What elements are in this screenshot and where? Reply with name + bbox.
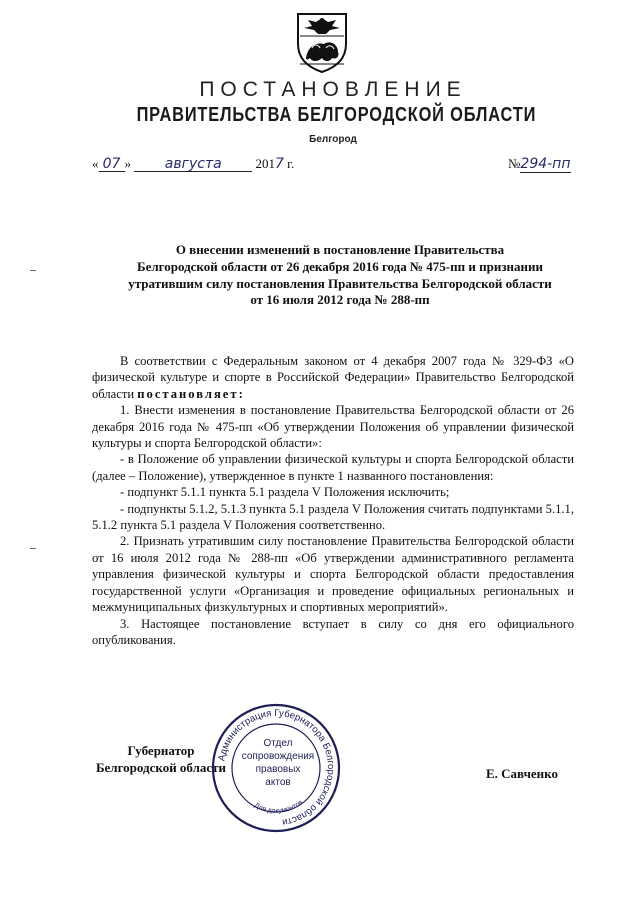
- title-line: утратившим силу постановления Правительства Белгородской области: [128, 275, 552, 291]
- number-prefix: №: [508, 156, 521, 171]
- preamble-paragraph: [92, 353, 574, 402]
- document-title: [120, 242, 560, 309]
- document-body: [92, 353, 574, 648]
- position-line: Губернатор: [127, 743, 195, 758]
- issuer-heading: ПРАВИТЕЛЬСТВА БЕЛГОРОДСКОЙ ОБЛАСТИ: [136, 104, 537, 126]
- date-year-digit: 7: [275, 156, 284, 172]
- stamp-line: правовых: [255, 764, 301, 775]
- stamp-bottom-text: Для документов: [252, 799, 305, 815]
- stamp-ring-text: Администрация Губернатора Белгородской области: [216, 707, 337, 828]
- title-line: О внесении изменений в постановление Правительства: [175, 242, 505, 257]
- item-1: 1. Внести изменения в постановление Правительства Белгородской области от 26 декабря 2016 года № 475-пп «Об утверждении Положения об управлении физической культуры и спорта Белгородской области»:: [92, 403, 574, 451]
- resolves-keyword: постановляет:: [137, 386, 245, 401]
- title-line: Белгородской области от 26 декабря 2016 года № 475-пп и признании: [136, 258, 544, 274]
- signatory-name: Е. Савченко: [486, 766, 558, 781]
- coat-of-arms-emblem: [294, 10, 350, 74]
- item-1-subpoint-c: - подпункты 5.1.2, 5.1.3 пункта 5.1 раздела V Положения считать подпунктами 5.1.1, 5.1.2 пункта 5.1 раздела V Положения соответственно.: [92, 501, 574, 533]
- date-open-quote: «: [92, 156, 99, 171]
- item-1-subpoint-a: - в Положение об управлении физической культуры и спорта Белгородской области (далее – Положение), утвержденное в пункте 1 названного постановления:: [92, 452, 574, 483]
- stamp-line: актов: [265, 777, 291, 788]
- document-number: [508, 156, 571, 172]
- document-type-heading: ПОСТАНОВЛЕНИЕ: [199, 78, 467, 101]
- margin-mark: [30, 548, 36, 549]
- date-month: августа: [134, 157, 252, 172]
- date-year-suffix: г.: [283, 156, 295, 171]
- city-label: Белгород: [309, 134, 357, 145]
- date-day: 07: [99, 157, 125, 172]
- item-3: 3. Настоящее постановление вступает в силу со дня его официального опубликования.: [92, 616, 574, 647]
- stamp-line: сопровождения: [241, 751, 315, 762]
- stamp-line: Отдел: [263, 738, 293, 749]
- number-value: 294-пп: [520, 156, 571, 172]
- date-close-quote: »: [124, 156, 131, 171]
- title-line: от 16 июля 2012 года № 288-пп: [250, 292, 430, 308]
- position-line: Белгородской области: [95, 760, 227, 775]
- preamble-text: В соответствии с Федеральным законом от 4 декабря 2007 года № 329-ФЗ «О физической культуре и спорте в Российской Федерации» Правительство Белгородской области: [92, 354, 574, 401]
- margin-mark: [30, 270, 36, 271]
- document-date: [92, 156, 294, 172]
- item-2: 2. Признать утратившим силу постановление Правительства Белгородской области от 16 июля 2012 года № 288-пп «Об утверждении административного регламента управления физической культуры и спорта Белгородской области предоставления государственной услуги «Организация и проведение официальных региональных и межмуниципальных физкультурных и спортивных мероприятий».: [92, 534, 574, 615]
- date-year-prefix: 201: [255, 156, 275, 171]
- item-1-subpoint-b: - подпункт 5.1.1 пункта 5.1 раздела V Положения исключить;: [120, 485, 450, 500]
- stamp-center-text: [238, 737, 318, 789]
